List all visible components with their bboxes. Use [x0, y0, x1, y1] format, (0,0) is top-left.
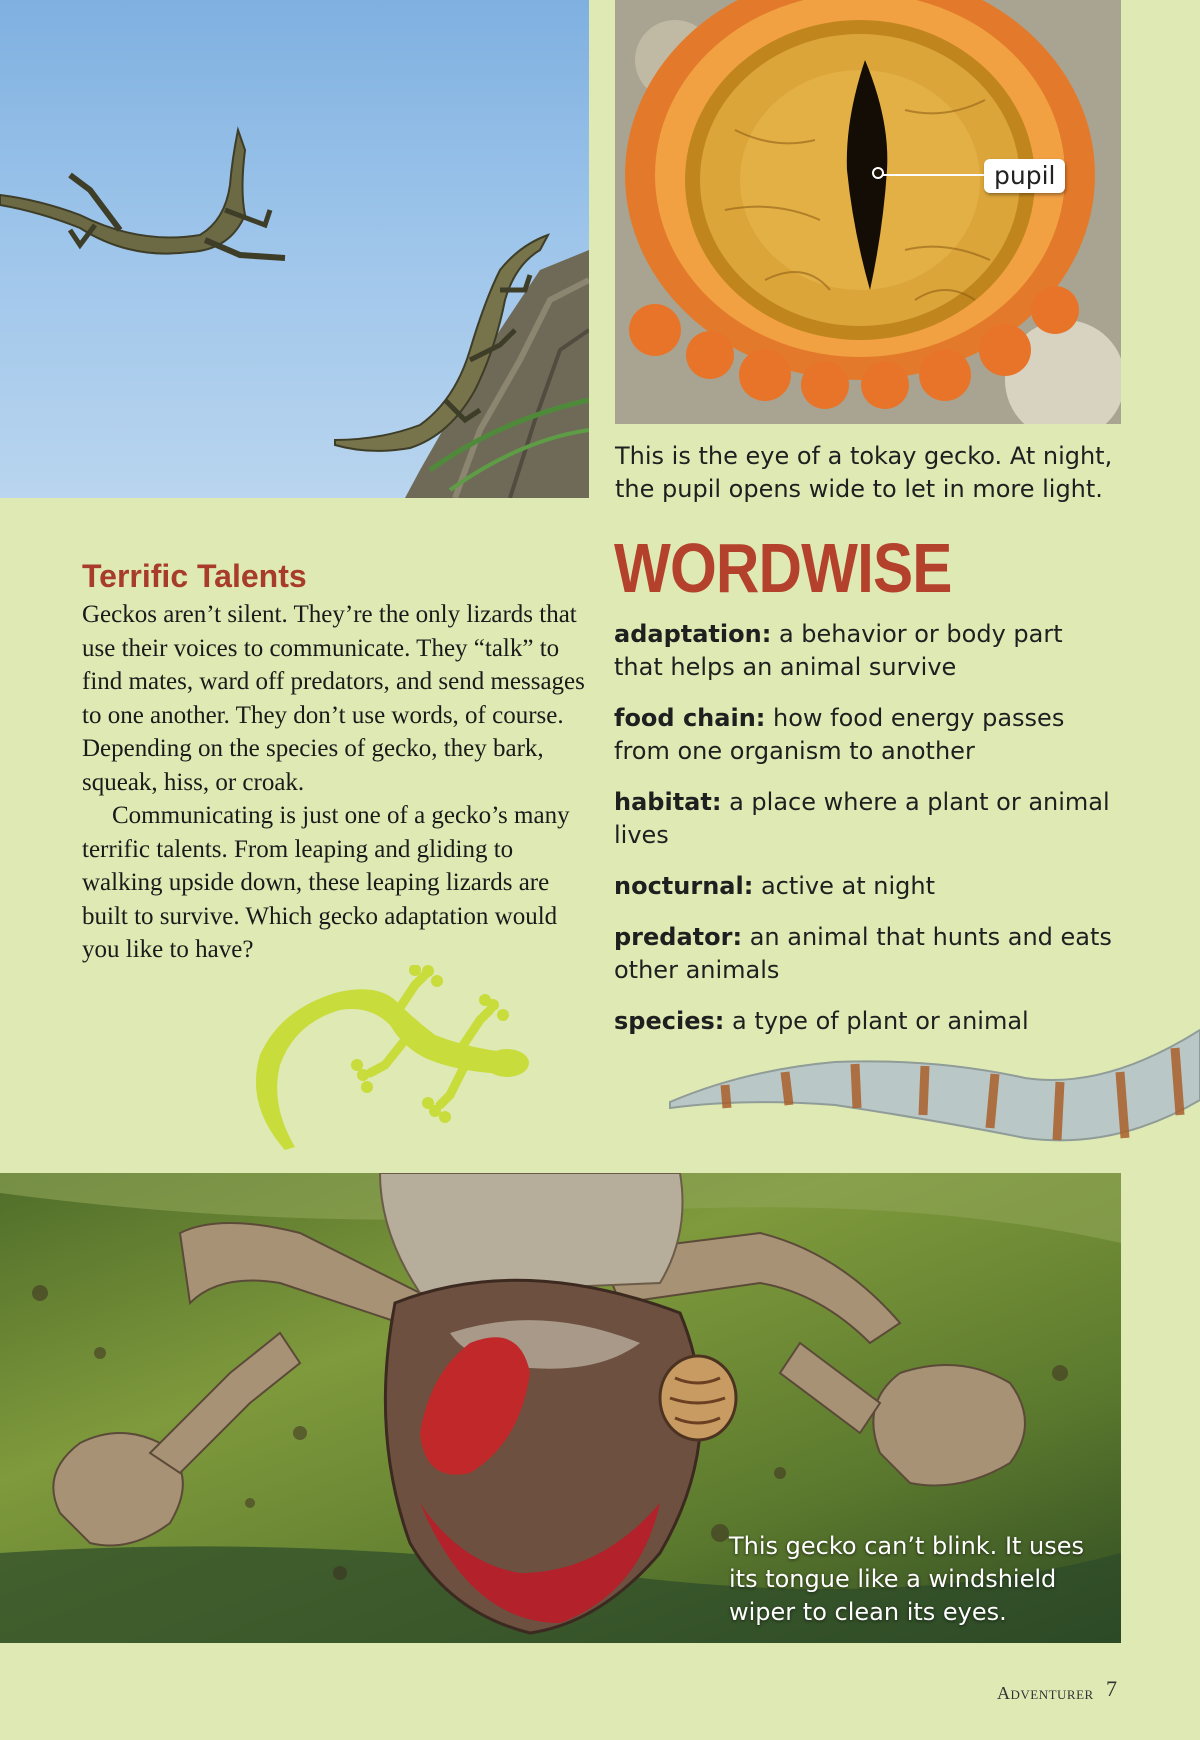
pupil-label: pupil — [984, 159, 1065, 193]
leaf-gecko-caption: This gecko can’t blink. It uses its tongue like a windshield wiper to clean its eyes. — [729, 1532, 1085, 1626]
glossary-entry — [614, 702, 1114, 768]
tokay-eye-photo — [615, 0, 1121, 424]
glossary-definition: active at night — [760, 872, 936, 900]
article-body — [82, 598, 592, 967]
glossary-list — [614, 618, 1114, 1056]
article-paragraph: Communicating is just one of a gecko’s many terrific talents. From leaping and gliding to walking upside down, these leaping lizards are built to survive. Which gecko adaptation would you like to have? — [82, 802, 570, 963]
gecko-tail-image — [665, 1020, 1200, 1165]
wordwise-title: WORDWISE — [614, 529, 952, 607]
glossary-definition: an animal that hunts and eats other animals — [614, 923, 1112, 984]
glossary-term: nocturnal: — [614, 872, 754, 900]
glossary-definition: a type of plant or animal — [732, 1007, 1029, 1035]
gliding-gecko-photo — [0, 0, 589, 498]
glossary-term: habitat: — [614, 788, 722, 816]
page-number: 7 — [1106, 1676, 1117, 1701]
magazine-name: Adventurer — [997, 1683, 1094, 1703]
glossary-entry — [614, 786, 1114, 852]
section-heading: Terrific Talents — [82, 558, 307, 594]
glossary-entry — [614, 618, 1114, 684]
glossary-term: food chain: — [614, 704, 766, 732]
glossary-entry — [614, 870, 1114, 903]
glossary-definition: a behavior or body part that helps an animal survive — [614, 620, 1063, 681]
glossary-term: species: — [614, 1007, 725, 1035]
glossary-term: adaptation: — [614, 620, 772, 648]
glossary-entry — [614, 921, 1114, 987]
pupil-pointer-dot — [872, 167, 884, 179]
eye-photo-caption: This is the eye of a tokay gecko. At night, the pupil opens wide to let in more light. — [615, 442, 1113, 503]
glossary-term: predator: — [614, 923, 743, 951]
article-paragraph: Geckos aren’t silent. They’re the only lizards that use their voices to communicate. They “talk” to find mates, ward off predators, and send messages to one another. They don’t use words, of course. Depending on the species of gecko, they bark, squeak, hiss, or croak. — [82, 601, 585, 796]
glossary-definition: a place where a plant or animal lives — [614, 788, 1110, 849]
gecko-silhouette-icon — [245, 965, 545, 1155]
pupil-pointer-line — [880, 174, 984, 176]
glossary-definition: how food energy passes from one organism to another — [614, 704, 1065, 765]
